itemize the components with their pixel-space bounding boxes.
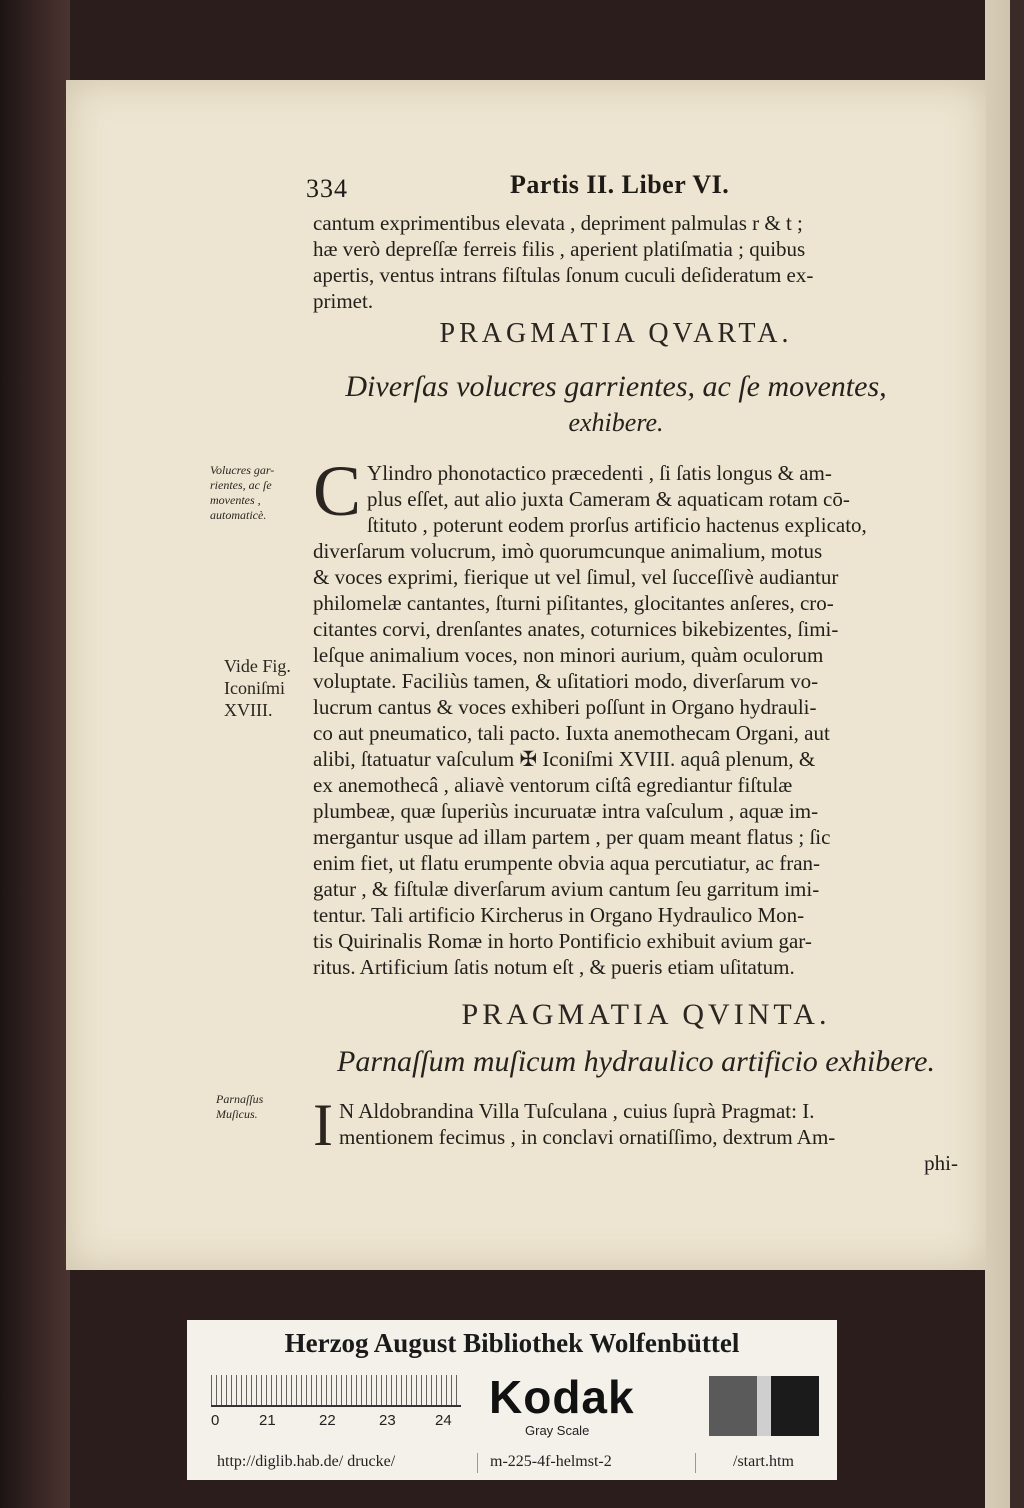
text-line: primet. — [313, 289, 374, 313]
ruler-label: 24 — [435, 1412, 452, 1429]
text-line: cantum exprimentibus elevata , depriment palmulas r & t ; — [313, 211, 803, 235]
paragraph-quinta — [313, 1092, 958, 1176]
drop-cap-c: C — [313, 451, 362, 531]
text-line: citantes corvi, drenſantes anates, coturnices bikebizentes, ſimi- — [313, 617, 839, 641]
scan-background-left — [0, 0, 70, 1508]
text-line: mentionem fecimus , in conclavi ornatiſſimo, dextrum Am- — [338, 1125, 836, 1149]
margin-note-line: XVIII. — [224, 700, 273, 720]
section-title-quinta: PRAGMATIA QVINTA. — [461, 998, 831, 1031]
text-line: gatur , & fiſtulæ diverſarum avium cantum ſeu garritum imi- — [313, 877, 820, 901]
text-line: mergantur usque ad illam partem , per quam meant flatus ; ſic — [313, 825, 831, 849]
scan-background-right — [985, 0, 1024, 1508]
text-line: co aut pneumatico, tali pacto. Iuxta anemothecam Organi, aut — [313, 721, 830, 745]
text-line: plus eſſet, aut alio juxta Cameram & aquaticam rotam cō- — [367, 487, 850, 511]
catchword: phi- — [924, 1151, 958, 1175]
margin-note-line: rientes, ac ſe — [210, 478, 272, 492]
margin-note-line: moventes , — [210, 493, 261, 507]
text-line: N Aldobrandina Villa Tuſculana , cuius ſuprà Pragmat: I. — [338, 1099, 815, 1123]
text-line: alibi, ſtatuatur vaſculum ✠ Iconiſmi XVIII. aquâ plenum, & — [313, 747, 816, 771]
text-line: lucrum cantus & voces exhiberi poſſunt in Organo hydrauli- — [313, 695, 817, 719]
url-left: http://diglib.hab.de/ drucke/ — [217, 1453, 396, 1470]
text-line: & voces exprimi, fierique ut vel ſimul, vel ſucceſſivè audiantur — [313, 565, 839, 589]
url-middle: m-225-4f-helmst-2 — [490, 1453, 612, 1470]
section-title-quarta: PRAGMATIA QVARTA. — [439, 318, 793, 349]
running-head: Partis II. Liber VI. — [510, 170, 730, 199]
text-line: ex anemothecâ , aliavè ventorum ciſtâ egrediantur fiſtulæ — [313, 773, 793, 797]
margin-note-parnassus — [216, 1092, 306, 1122]
library-color-strip — [187, 1320, 837, 1480]
text-line: ritus. Artificium ſatis notum eſt , & pueris etiam uſitatum. — [313, 955, 795, 979]
kodak-logo: Kodak — [489, 1371, 635, 1423]
text-line: voluptate. Faciliùs tamen, & uſitatiori modo, diverſarum vo- — [313, 669, 819, 693]
ruler-label: 23 — [379, 1412, 396, 1429]
drop-cap-i: I — [313, 1092, 333, 1158]
text-line: tentur. Tali artificio Kircherus in Organo Hydraulico Mon- — [313, 903, 805, 927]
library-title: Herzog August Bibliothek Wolfenbüttel — [284, 1328, 740, 1358]
gray-scale-label: Gray Scale — [525, 1423, 590, 1438]
margin-note-line: Vide Fig. — [224, 656, 291, 676]
ruler-label: 21 — [259, 1412, 276, 1429]
paragraph-continued — [313, 210, 958, 314]
ruler-scale — [211, 1375, 461, 1415]
book-page — [66, 80, 986, 1270]
url-separator-right — [695, 1453, 696, 1473]
paragraph-quarta — [313, 451, 958, 980]
margin-note-line: automaticè. — [210, 508, 267, 522]
text-line: diverſarum volucrum, imò quorumcunque animalium, motus — [313, 539, 823, 563]
text-line: hæ verò depreſſæ ferreis filis , aperient platiſmatia ; quibus — [313, 237, 806, 261]
text-line: ſtituto , poterunt eodem prorſus artificio hactenus explicato, — [367, 513, 867, 537]
gray-scale-patches — [709, 1376, 819, 1436]
section-subtitle-quinta: Parnaſſum muſicum hydraulico artificio exhibere. — [337, 1045, 935, 1078]
ruler-label: 0 — [211, 1412, 220, 1429]
text-line: apertis, ventus intrans fiſtulas ſonum cuculi deſideratum ex- — [313, 263, 814, 287]
text-line: plumbeæ, quæ ſuperiùs incuruatæ intra vaſculum , aquæ im- — [313, 799, 819, 823]
page-number: 334 — [306, 174, 348, 203]
margin-note-volucres — [210, 463, 310, 523]
text-line: Ylindro phonotactico præcedenti , ſi ſatis longus & am- — [367, 461, 832, 485]
text-line: tis Quirinalis Romæ in horto Pontificio exhibuit avium gar- — [313, 929, 812, 953]
margin-note-line: Volucres gar- — [210, 463, 275, 477]
ruler-labels — [211, 1412, 461, 1432]
section-subtitle-quarta-line1: Diverſas volucres garrientes, ac ſe moventes, — [345, 370, 887, 403]
margin-note-line: Iconiſmi — [224, 678, 285, 698]
page-header — [306, 170, 826, 210]
margin-note-line: Muſicus. — [216, 1107, 258, 1121]
text-line: enim fiet, ut flatu erumpente obvia aqua percutiatur, ac fran- — [313, 851, 821, 875]
ruler-label: 22 — [319, 1412, 336, 1429]
margin-note-line: Parnaſſus — [216, 1092, 264, 1106]
section-subtitle-quarta-line2: exhibere. — [568, 408, 664, 437]
text-line: leſque animalium voces, non minori aurium, quàm oculorum — [313, 643, 824, 667]
url-right: /start.htm — [733, 1453, 794, 1470]
url-separator-left — [477, 1453, 478, 1473]
text-line: philomelæ cantantes, ſturni piſitantes, glocitantes anſeres, cro- — [313, 591, 834, 615]
margin-note-vide-fig — [224, 655, 314, 721]
